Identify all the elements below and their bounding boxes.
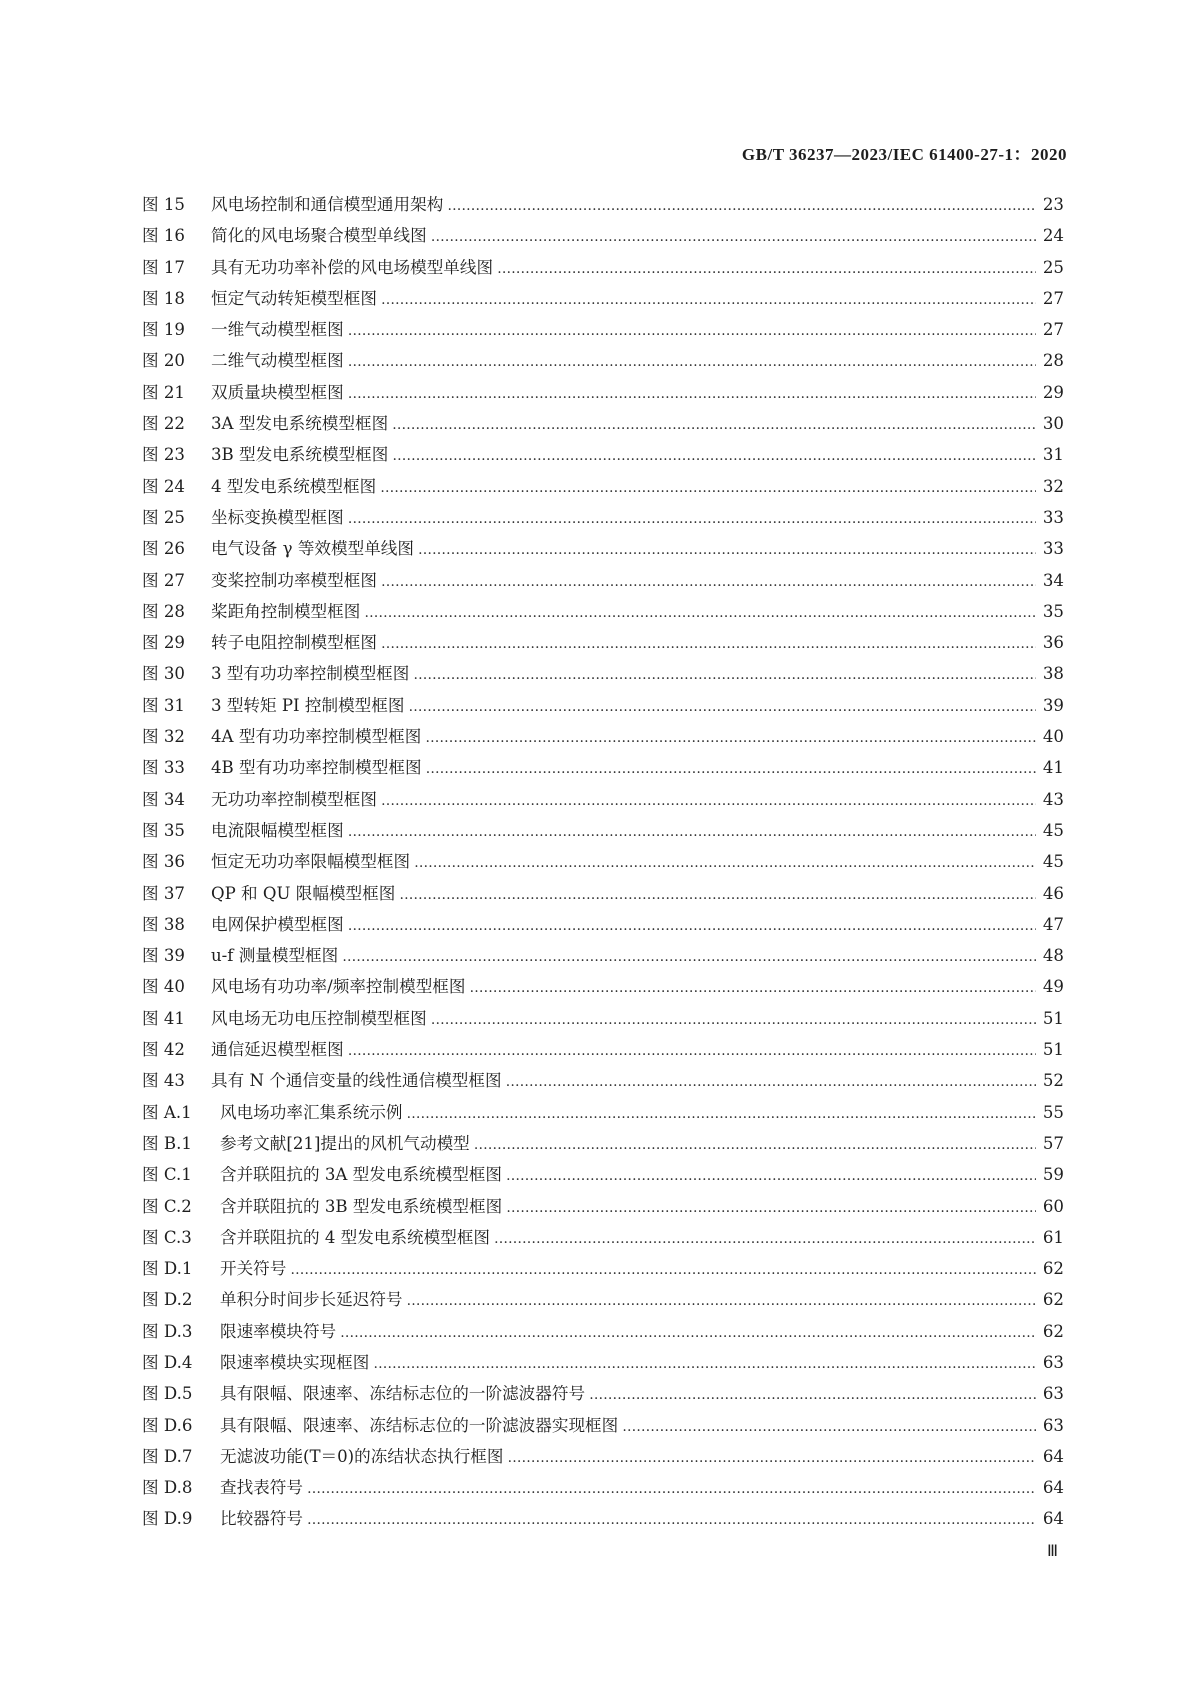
dot-leader: [399, 887, 1036, 903]
figure-label: 图 D.7: [142, 1446, 193, 1466]
dot-leader: [307, 1512, 1036, 1528]
page-number: Ⅲ: [1046, 1543, 1058, 1560]
figure-title: 风电场功率汇集系统示例: [220, 1102, 403, 1122]
figure-title: 4A 型有功功率控制模型框图: [211, 727, 422, 747]
dot-leader: [348, 386, 1036, 402]
toc-entry[interactable]: [142, 285, 1064, 316]
figure-label: 图 31: [142, 695, 185, 715]
toc-entry[interactable]: [142, 379, 1064, 410]
figure-label: 图 D.2: [142, 1290, 193, 1310]
dot-leader: [494, 1231, 1036, 1247]
page-ref: 35: [1042, 601, 1064, 621]
figure-label: 图 D.6: [142, 1415, 193, 1435]
standard-header: GB/T 36237—2023/IEC 61400-27-1：2020: [741, 145, 1067, 164]
toc-entry[interactable]: [142, 911, 1064, 942]
dot-leader: [392, 417, 1036, 433]
figure-label: 图 C.2: [142, 1196, 192, 1216]
toc-entry[interactable]: [142, 1193, 1064, 1224]
dot-leader: [348, 1043, 1036, 1059]
dot-leader: [364, 605, 1036, 621]
figure-label: 图 15: [142, 195, 185, 214]
dot-leader: [589, 1387, 1036, 1403]
dot-leader: [348, 918, 1036, 934]
figure-title: 4B 型有功功率控制模型框图: [211, 758, 422, 778]
figure-label: 图 41: [142, 1008, 185, 1028]
figure-label: 图 30: [142, 664, 185, 684]
dot-leader: [431, 229, 1036, 245]
toc-entry[interactable]: [142, 942, 1064, 973]
toc-entry[interactable]: [142, 1380, 1064, 1411]
page-ref: 33: [1042, 539, 1064, 559]
page-ref: 63: [1042, 1352, 1064, 1372]
toc-entry[interactable]: [142, 347, 1064, 378]
figure-title: 开关符号: [220, 1259, 287, 1279]
toc-entry[interactable]: [142, 660, 1064, 691]
figure-title: 转子电阻控制模型框图: [211, 633, 377, 653]
figure-title: 具有限幅、限速率、冻结标志位的一阶滤波器符号: [220, 1384, 586, 1404]
figure-label: 图 A.1: [142, 1102, 192, 1122]
page-ref: 52: [1042, 1071, 1064, 1091]
toc-entry[interactable]: [142, 786, 1064, 817]
figure-label: 图 19: [142, 320, 185, 340]
page-ref: 40: [1042, 727, 1064, 747]
toc-entry[interactable]: [142, 629, 1064, 660]
dot-leader: [381, 636, 1036, 652]
toc-entry[interactable]: [142, 754, 1064, 785]
figure-label: 图 22: [142, 414, 185, 434]
page-ref: 33: [1042, 507, 1064, 527]
figure-label: 图 37: [142, 883, 185, 903]
toc-entry[interactable]: [142, 1224, 1064, 1255]
figure-title: 风电场无功电压控制模型框图: [211, 1008, 427, 1028]
dot-leader: [290, 1262, 1036, 1278]
page-ref: 49: [1042, 977, 1064, 997]
figure-title: 无滤波功能(T＝0)的冻结状态执行框图: [220, 1446, 504, 1466]
page-ref: 39: [1042, 695, 1064, 715]
toc-entry[interactable]: [142, 410, 1064, 441]
figure-label: 图 B.1: [142, 1133, 192, 1153]
toc-entry[interactable]: [142, 1505, 1064, 1536]
toc-entry[interactable]: [142, 1349, 1064, 1380]
figure-title: QP 和 QU 限幅模型框图: [211, 883, 396, 903]
dot-leader: [408, 699, 1036, 715]
dot-leader: [497, 261, 1036, 277]
page-ref: 64: [1042, 1446, 1064, 1466]
figure-title: 通信延迟模型框图: [211, 1040, 344, 1060]
dot-leader: [307, 1481, 1036, 1497]
dot-leader: [431, 1012, 1036, 1028]
figure-title: 3A 型发电系统模型框图: [211, 414, 389, 434]
dot-leader: [418, 542, 1036, 558]
figure-title: 坐标变换模型框图: [211, 507, 344, 527]
dot-leader: [470, 980, 1037, 996]
page-ref: 46: [1042, 883, 1064, 903]
figure-title: 3 型转矩 PI 控制模型框图: [211, 695, 405, 715]
dot-leader: [348, 323, 1036, 339]
dot-leader: [414, 855, 1036, 871]
toc-entry[interactable]: [142, 567, 1064, 598]
toc-entry[interactable]: [142, 504, 1064, 535]
figure-title: 含并联阻抗的 3B 型发电系统模型框图: [220, 1196, 503, 1216]
page-ref: 28: [1042, 351, 1064, 371]
figure-label: 图 29: [142, 633, 185, 653]
figure-title: 变桨控制功率模型框图: [211, 570, 377, 590]
figure-title: 3 型有功功率控制模型框图: [211, 664, 410, 684]
figure-label: 图 38: [142, 914, 185, 934]
page-ref: 62: [1042, 1321, 1064, 1341]
dot-leader: [507, 1450, 1036, 1466]
figure-label: 图 28: [142, 601, 185, 621]
figure-label: 图 23: [142, 445, 185, 465]
figure-title: 桨距角控制模型框图: [211, 601, 361, 621]
figure-list: [142, 191, 1064, 1537]
page-ref: 43: [1042, 789, 1064, 809]
toc-entry[interactable]: [142, 441, 1064, 472]
figure-title: 单积分时间步长延迟符号: [220, 1290, 403, 1310]
dot-leader: [380, 480, 1036, 496]
dot-leader: [392, 448, 1036, 464]
toc-entry[interactable]: [142, 222, 1064, 253]
figure-title: 二维气动模型框图: [211, 351, 344, 371]
page-ref: 64: [1042, 1509, 1064, 1529]
figure-label: 图 36: [142, 852, 185, 872]
page-ref: 61: [1042, 1227, 1064, 1247]
dot-leader: [447, 198, 1036, 214]
toc-entry[interactable]: [142, 1318, 1064, 1349]
page-ref: 63: [1042, 1384, 1064, 1404]
page-ref: 45: [1042, 820, 1064, 840]
page-ref: 23: [1042, 195, 1064, 214]
dot-leader: [348, 354, 1036, 370]
figure-label: 图 16: [142, 226, 185, 246]
dot-leader: [506, 1200, 1036, 1216]
dot-leader: [425, 730, 1036, 746]
page-ref: 60: [1042, 1196, 1064, 1216]
toc-entry[interactable]: [142, 191, 1064, 222]
figure-title: 限速率模块符号: [220, 1321, 337, 1341]
page-ref: 34: [1042, 570, 1064, 590]
figure-label: 图 34: [142, 789, 185, 809]
page-ref: 27: [1042, 320, 1064, 340]
dot-leader: [407, 1106, 1036, 1122]
figure-title: 简化的风电场聚合模型单线图: [211, 226, 427, 246]
figure-label: 图 21: [142, 382, 185, 402]
figure-label: 图 18: [142, 288, 185, 308]
figure-label: 图 25: [142, 507, 185, 527]
toc-entry[interactable]: [142, 692, 1064, 723]
dot-leader: [381, 793, 1036, 809]
figure-title: 风电场有功功率/频率控制模型框图: [211, 977, 466, 997]
page-ref: 59: [1042, 1165, 1064, 1185]
figure-title: 3B 型发电系统模型框图: [211, 445, 389, 465]
dot-leader: [373, 1356, 1036, 1372]
dot-leader: [348, 824, 1036, 840]
dot-leader: [474, 1137, 1036, 1153]
toc-entry[interactable]: [142, 1130, 1064, 1161]
figure-label: 图 17: [142, 257, 185, 277]
figure-title: 电网保护模型框图: [211, 914, 344, 934]
page-ref: 31: [1042, 445, 1064, 465]
page-ref: 24: [1042, 226, 1064, 246]
page-ref: 64: [1042, 1478, 1064, 1498]
figure-title: 参考文献[21]提出的风机气动模型: [220, 1133, 470, 1153]
figure-label: 图 39: [142, 946, 185, 966]
figure-label: 图 26: [142, 539, 185, 559]
page-ref: 41: [1042, 758, 1064, 778]
page-ref: 30: [1042, 414, 1064, 434]
figure-title: 具有 N 个通信变量的线性通信模型框图: [211, 1071, 502, 1091]
toc-entry[interactable]: [142, 1161, 1064, 1192]
toc-entry[interactable]: [142, 1443, 1064, 1474]
page-ref: 55: [1042, 1102, 1064, 1122]
figure-label: 图 42: [142, 1040, 185, 1060]
figure-label: 图 33: [142, 758, 185, 778]
toc-entry[interactable]: [142, 1005, 1064, 1036]
page-ref: 27: [1042, 288, 1064, 308]
figure-label: 图 43: [142, 1071, 185, 1091]
figure-title: 具有限幅、限速率、冻结标志位的一阶滤波器实现框图: [220, 1415, 619, 1435]
page-ref: 63: [1042, 1415, 1064, 1435]
page-ref: 29: [1042, 382, 1064, 402]
figure-title: 含并联阻抗的 4 型发电系统模型框图: [220, 1227, 491, 1247]
toc-entry[interactable]: [142, 1099, 1064, 1130]
page-ref: 47: [1042, 914, 1064, 934]
page-ref: 48: [1042, 946, 1064, 966]
toc-entry[interactable]: [142, 880, 1064, 911]
dot-leader: [407, 1293, 1036, 1309]
toc-entry[interactable]: [142, 535, 1064, 566]
toc-entry[interactable]: [142, 1412, 1064, 1443]
figure-title: 恒定气动转矩模型框图: [211, 288, 377, 308]
figure-title: 具有无功功率补偿的风电场模型单线图: [211, 257, 494, 277]
toc-entry[interactable]: [142, 1036, 1064, 1067]
toc-entry[interactable]: [142, 1255, 1064, 1286]
figure-title: 4 型发电系统模型框图: [211, 476, 377, 496]
dot-leader: [340, 1325, 1036, 1341]
toc-entry[interactable]: [142, 973, 1064, 1004]
figure-label: 图 40: [142, 977, 185, 997]
dot-leader: [506, 1168, 1036, 1184]
page-ref: 51: [1042, 1040, 1064, 1060]
page-ref: 62: [1042, 1259, 1064, 1279]
toc-entry[interactable]: [142, 1286, 1064, 1317]
dot-leader: [622, 1419, 1036, 1435]
figure-title: 双质量块模型框图: [211, 382, 344, 402]
figure-title: 限速率模块实现框图: [220, 1352, 370, 1372]
figure-label: 图 20: [142, 351, 185, 371]
page-ref: 25: [1042, 257, 1064, 277]
dot-leader: [426, 761, 1036, 777]
figure-label: 图 35: [142, 820, 185, 840]
toc-entry[interactable]: [142, 316, 1064, 347]
figure-label: 图 32: [142, 727, 185, 747]
dot-leader: [348, 511, 1036, 527]
figure-label: 图 C.1: [142, 1165, 192, 1185]
dot-leader: [506, 1074, 1036, 1090]
figure-label: 图 D.8: [142, 1478, 193, 1498]
dot-leader: [342, 949, 1036, 965]
toc-entry[interactable]: [142, 1067, 1064, 1098]
dot-leader: [381, 292, 1036, 308]
figure-label: 图 D.4: [142, 1352, 193, 1372]
dot-leader: [413, 667, 1036, 683]
figure-label: 图 D.1: [142, 1259, 193, 1279]
figure-title: 风电场控制和通信模型通用架构: [211, 195, 444, 214]
toc-entry[interactable]: [142, 817, 1064, 848]
figure-title: 一维气动模型框图: [211, 320, 344, 340]
dot-leader: [381, 574, 1036, 590]
figure-label: 图 C.3: [142, 1227, 192, 1247]
figure-title: 查找表符号: [220, 1478, 303, 1498]
toc-entry[interactable]: [142, 848, 1064, 879]
figure-label: 图 27: [142, 570, 185, 590]
figure-label: 图 24: [142, 476, 185, 496]
page-ref: 36: [1042, 633, 1064, 653]
toc-entry[interactable]: [142, 723, 1064, 754]
figure-title: 无功功率控制模型框图: [211, 789, 377, 809]
page-ref: 62: [1042, 1290, 1064, 1310]
figure-label: 图 D.9: [142, 1509, 193, 1529]
toc-entry[interactable]: [142, 473, 1064, 504]
toc-entry[interactable]: [142, 1474, 1064, 1505]
page-ref: 32: [1042, 476, 1064, 496]
page-ref: 57: [1042, 1133, 1064, 1153]
figure-label: 图 D.5: [142, 1384, 193, 1404]
figure-title: 比较器符号: [220, 1509, 303, 1529]
figure-title: 含并联阻抗的 3A 型发电系统模型框图: [220, 1165, 502, 1185]
toc-entry[interactable]: [142, 254, 1064, 285]
toc-entry[interactable]: [142, 598, 1064, 629]
figure-title: u-f 测量模型框图: [211, 946, 339, 966]
page-ref: 38: [1042, 664, 1064, 684]
figure-title: 电气设备 γ 等效模型单线图: [211, 539, 414, 559]
page-ref: 51: [1042, 1008, 1064, 1028]
figure-title: 恒定无功功率限幅模型框图: [211, 852, 411, 872]
figure-title: 电流限幅模型框图: [211, 820, 344, 840]
figure-label: 图 D.3: [142, 1321, 193, 1341]
page-ref: 45: [1042, 852, 1064, 872]
